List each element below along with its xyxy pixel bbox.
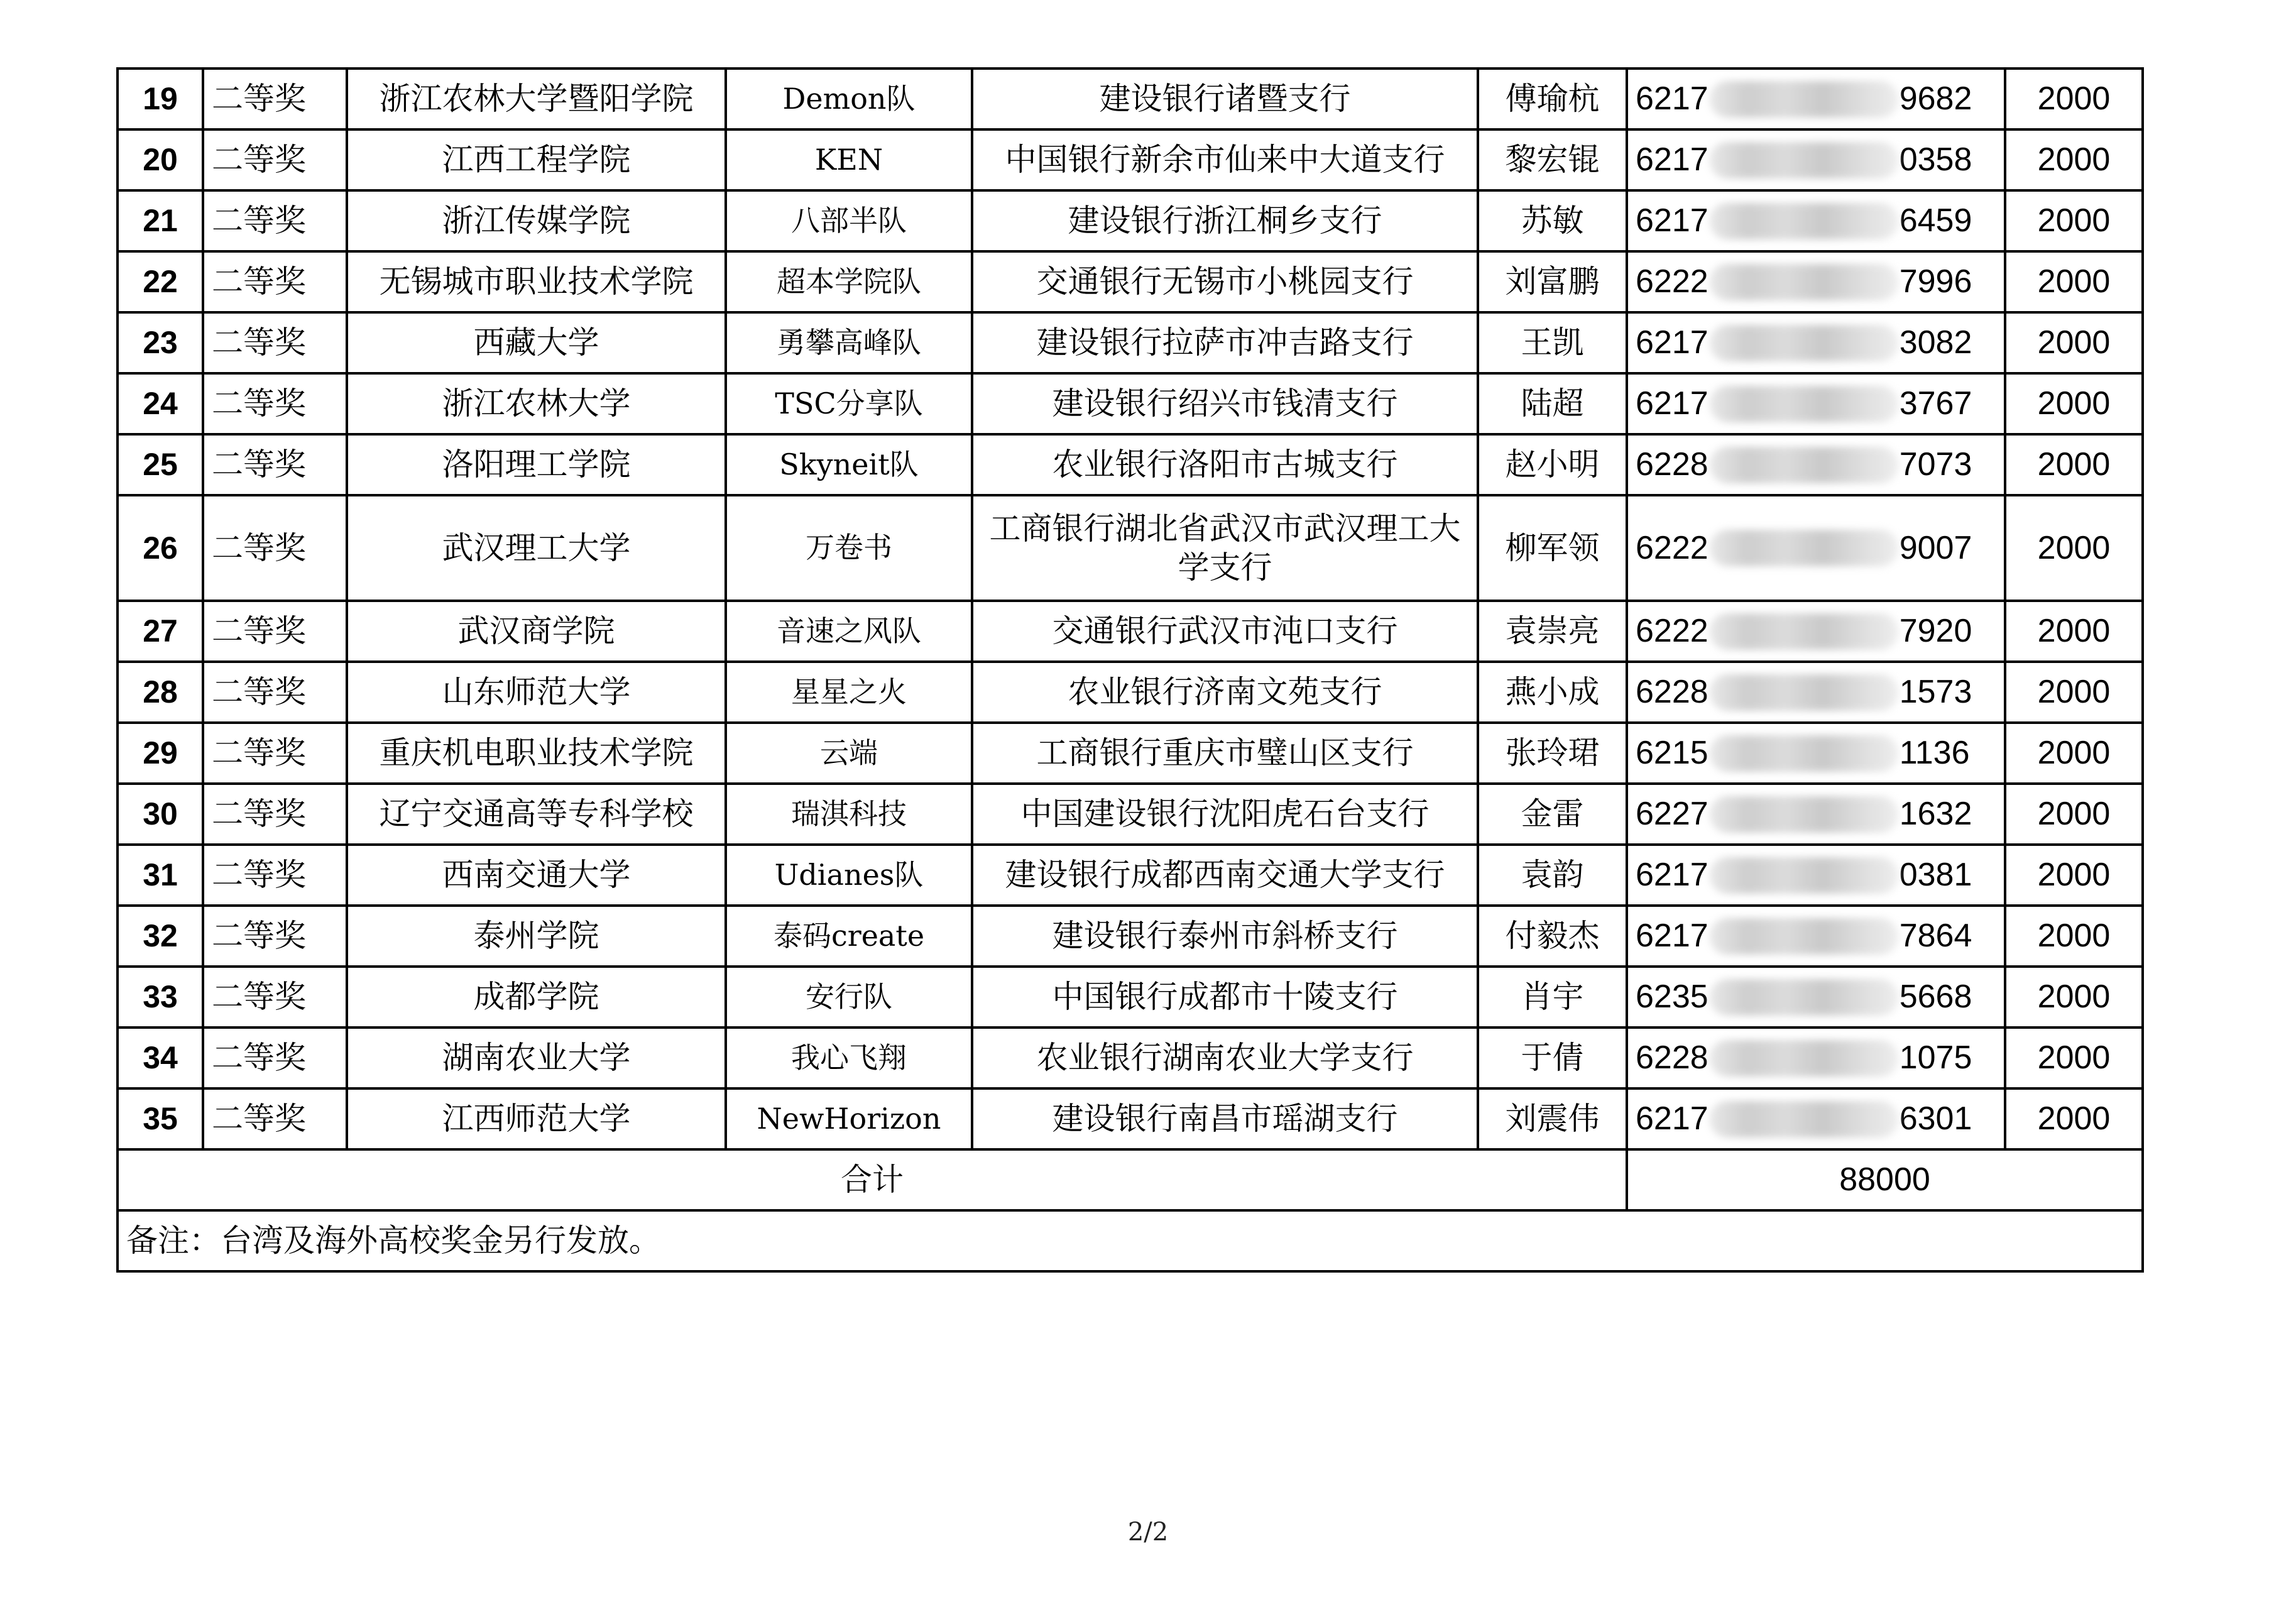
prize-cell: 二等奖 — [203, 1088, 347, 1149]
prize-cell: 二等奖 — [203, 601, 347, 662]
account-number — [1636, 322, 1999, 363]
account-suffix: 1573 — [1899, 674, 1972, 710]
prize-cell: 二等奖 — [203, 845, 347, 906]
prize-cell: 二等奖 — [203, 662, 347, 723]
amount-cell: 2000 — [2005, 784, 2143, 845]
account-cell — [1627, 967, 2005, 1027]
redacted-digits — [1710, 979, 1898, 1016]
account-prefix: 6217 — [1636, 324, 1708, 361]
school-cell: 武汉理工大学 — [347, 495, 726, 601]
redacted-digits — [1710, 142, 1898, 178]
account-number — [1636, 855, 1999, 896]
row-number-cell: 29 — [118, 723, 203, 784]
school-cell: 泰州学院 — [347, 906, 726, 967]
recipient-name-cell: 袁韵 — [1478, 845, 1627, 906]
row-number-cell: 26 — [118, 495, 203, 601]
bank-cell: 中国建设银行沈阳虎石台支行 — [972, 784, 1478, 845]
account-cell — [1627, 373, 2005, 434]
table-row — [118, 967, 2143, 1027]
prize-cell: 二等奖 — [203, 251, 347, 312]
bank-cell: 工商银行湖北省武汉市武汉理工大学支行 — [972, 495, 1478, 601]
bank-cell: 交通银行武汉市沌口支行 — [972, 601, 1478, 662]
team-cell: 八部半队 — [726, 190, 972, 251]
school-cell: 西南交通大学 — [347, 845, 726, 906]
total-label: 合计 — [118, 1149, 1627, 1210]
team-cell: 泰码create — [726, 906, 972, 967]
recipient-name-cell: 王凯 — [1478, 312, 1627, 373]
redacted-digits — [1710, 264, 1898, 300]
prize-cell: 二等奖 — [203, 312, 347, 373]
account-prefix: 6217 — [1636, 141, 1708, 178]
amount-cell: 2000 — [2005, 68, 2143, 129]
bank-cell: 交通银行无锡市小桃园支行 — [972, 251, 1478, 312]
account-suffix: 1075 — [1899, 1039, 1972, 1076]
amount-cell: 2000 — [2005, 723, 2143, 784]
team-cell: 星星之火 — [726, 662, 972, 723]
table-row — [118, 495, 2143, 601]
recipient-name-cell: 袁崇亮 — [1478, 601, 1627, 662]
school-cell: 重庆机电职业技术学院 — [347, 723, 726, 784]
redacted-digits — [1710, 1040, 1898, 1077]
redacted-digits — [1710, 796, 1898, 833]
account-cell — [1627, 495, 2005, 601]
prize-cell: 二等奖 — [203, 784, 347, 845]
account-suffix: 1632 — [1899, 796, 1972, 832]
recipient-name-cell: 肖宇 — [1478, 967, 1627, 1027]
amount-cell: 2000 — [2005, 662, 2143, 723]
team-cell: TSC分享队 — [726, 373, 972, 434]
bank-cell: 建设银行诸暨支行 — [972, 68, 1478, 129]
account-prefix: 6217 — [1636, 385, 1708, 422]
table-row — [118, 434, 2143, 495]
prize-cell: 二等奖 — [203, 68, 347, 129]
account-cell — [1627, 312, 2005, 373]
bank-cell: 中国银行成都市十陵支行 — [972, 967, 1478, 1027]
school-cell: 浙江农林大学 — [347, 373, 726, 434]
account-cell — [1627, 1027, 2005, 1088]
recipient-name-cell: 张玲珺 — [1478, 723, 1627, 784]
account-number — [1636, 140, 1999, 180]
row-number-cell: 32 — [118, 906, 203, 967]
account-number — [1636, 794, 1999, 835]
prize-cell: 二等奖 — [203, 906, 347, 967]
prize-cell: 二等奖 — [203, 434, 347, 495]
amount-cell: 2000 — [2005, 434, 2143, 495]
recipient-name-cell: 刘震伟 — [1478, 1088, 1627, 1149]
recipient-name-cell: 付毅杰 — [1478, 906, 1627, 967]
account-number — [1636, 200, 1999, 241]
recipient-name-cell: 燕小成 — [1478, 662, 1627, 723]
account-suffix: 5668 — [1899, 978, 1972, 1015]
team-cell: 音速之风队 — [726, 601, 972, 662]
school-cell: 江西工程学院 — [347, 129, 726, 190]
team-cell: 云端 — [726, 723, 972, 784]
account-cell — [1627, 784, 2005, 845]
recipient-name-cell: 金雷 — [1478, 784, 1627, 845]
account-cell — [1627, 601, 2005, 662]
account-suffix: 6459 — [1899, 202, 1972, 239]
account-prefix: 6222 — [1636, 263, 1708, 300]
table-row — [118, 1027, 2143, 1088]
account-cell — [1627, 434, 2005, 495]
prize-cell: 二等奖 — [203, 1027, 347, 1088]
amount-cell: 2000 — [2005, 601, 2143, 662]
amount-cell: 2000 — [2005, 312, 2143, 373]
row-number-cell: 28 — [118, 662, 203, 723]
team-cell: KEN — [726, 129, 972, 190]
account-suffix: 7864 — [1899, 918, 1972, 954]
team-cell: Demon队 — [726, 68, 972, 129]
prize-cell: 二等奖 — [203, 495, 347, 601]
table-row — [118, 601, 2143, 662]
redacted-digits — [1710, 735, 1898, 772]
account-number — [1636, 1099, 1999, 1139]
note-row — [118, 1210, 2143, 1271]
account-suffix: 1136 — [1899, 735, 1970, 771]
amount-cell: 2000 — [2005, 190, 2143, 251]
redacted-digits — [1710, 530, 1898, 566]
account-prefix: 6222 — [1636, 529, 1708, 566]
account-cell — [1627, 723, 2005, 784]
redacted-digits — [1710, 674, 1898, 711]
row-number-cell: 33 — [118, 967, 203, 1027]
row-number-cell: 31 — [118, 845, 203, 906]
table-row — [118, 1088, 2143, 1149]
table-row — [118, 845, 2143, 906]
bank-cell: 建设银行拉萨市冲吉路支行 — [972, 312, 1478, 373]
school-cell: 山东师范大学 — [347, 662, 726, 723]
school-cell: 辽宁交通高等专科学校 — [347, 784, 726, 845]
row-number-cell: 35 — [118, 1088, 203, 1149]
account-prefix: 6217 — [1636, 918, 1708, 954]
account-prefix: 6217 — [1636, 80, 1708, 117]
page-number: 2/2 — [1127, 1518, 1169, 1547]
bank-cell: 建设银行南昌市瑶湖支行 — [972, 1088, 1478, 1149]
account-number — [1636, 1038, 1999, 1078]
school-cell: 西藏大学 — [347, 312, 726, 373]
row-number-cell: 22 — [118, 251, 203, 312]
account-number — [1636, 79, 1999, 119]
account-number — [1636, 444, 1999, 485]
bank-cell: 中国银行新余市仙来中大道支行 — [972, 129, 1478, 190]
account-suffix: 6301 — [1899, 1100, 1972, 1137]
table-row — [118, 373, 2143, 434]
school-cell: 武汉商学院 — [347, 601, 726, 662]
row-number-cell: 30 — [118, 784, 203, 845]
account-cell — [1627, 845, 2005, 906]
account-number — [1636, 916, 1999, 956]
account-prefix: 6222 — [1636, 613, 1708, 649]
redacted-digits — [1710, 613, 1898, 650]
account-prefix: 6228 — [1636, 674, 1708, 710]
account-number — [1636, 977, 1999, 1017]
school-cell: 无锡城市职业技术学院 — [347, 251, 726, 312]
team-cell: Udianes队 — [726, 845, 972, 906]
table-row — [118, 662, 2143, 723]
recipient-name-cell: 陆超 — [1478, 373, 1627, 434]
bank-cell: 农业银行洛阳市古城支行 — [972, 434, 1478, 495]
bank-cell: 农业银行济南文苑支行 — [972, 662, 1478, 723]
prize-cell: 二等奖 — [203, 373, 347, 434]
redacted-digits — [1710, 918, 1898, 955]
row-number-cell: 20 — [118, 129, 203, 190]
bank-cell: 建设银行浙江桐乡支行 — [972, 190, 1478, 251]
account-cell — [1627, 190, 2005, 251]
redacted-digits — [1710, 857, 1898, 894]
recipient-name-cell: 苏敏 — [1478, 190, 1627, 251]
team-cell: 我心飞翔 — [726, 1027, 972, 1088]
bank-cell: 建设银行绍兴市钱清支行 — [972, 373, 1478, 434]
account-number — [1636, 528, 1999, 569]
account-suffix: 9682 — [1899, 80, 1972, 117]
account-prefix: 6228 — [1636, 446, 1708, 483]
team-cell: 安行队 — [726, 967, 972, 1027]
table-row — [118, 906, 2143, 967]
prize-cell: 二等奖 — [203, 723, 347, 784]
table-body — [118, 68, 2143, 1271]
award-table — [116, 67, 2144, 1273]
account-suffix: 0358 — [1899, 141, 1972, 178]
account-prefix: 6227 — [1636, 796, 1708, 832]
amount-cell: 2000 — [2005, 1088, 2143, 1149]
row-number-cell: 27 — [118, 601, 203, 662]
account-suffix: 0381 — [1899, 857, 1972, 893]
team-cell: Skyneit队 — [726, 434, 972, 495]
amount-cell: 2000 — [2005, 251, 2143, 312]
team-cell: 超本学院队 — [726, 251, 972, 312]
account-number — [1636, 672, 1999, 713]
table-row — [118, 312, 2143, 373]
school-cell: 湖南农业大学 — [347, 1027, 726, 1088]
row-number-cell: 25 — [118, 434, 203, 495]
table-row — [118, 251, 2143, 312]
account-cell — [1627, 129, 2005, 190]
account-cell — [1627, 1088, 2005, 1149]
team-cell: 万卷书 — [726, 495, 972, 601]
prize-cell: 二等奖 — [203, 967, 347, 1027]
redacted-digits — [1710, 325, 1898, 361]
table-row — [118, 129, 2143, 190]
account-prefix: 6235 — [1636, 978, 1708, 1015]
table-row — [118, 190, 2143, 251]
row-number-cell: 34 — [118, 1027, 203, 1088]
table-row — [118, 723, 2143, 784]
account-number — [1636, 261, 1999, 302]
account-prefix: 6217 — [1636, 1100, 1708, 1137]
prize-cell: 二等奖 — [203, 190, 347, 251]
amount-cell: 2000 — [2005, 906, 2143, 967]
account-cell — [1627, 662, 2005, 723]
recipient-name-cell: 傅瑜杭 — [1478, 68, 1627, 129]
redacted-digits — [1710, 1101, 1898, 1137]
row-number-cell: 19 — [118, 68, 203, 129]
account-number — [1636, 383, 1999, 424]
total-row — [118, 1149, 2143, 1210]
team-cell: 勇攀高峰队 — [726, 312, 972, 373]
prize-cell: 二等奖 — [203, 129, 347, 190]
bank-cell: 工商银行重庆市璧山区支行 — [972, 723, 1478, 784]
amount-cell: 2000 — [2005, 129, 2143, 190]
account-cell — [1627, 68, 2005, 129]
row-number-cell: 23 — [118, 312, 203, 373]
account-cell — [1627, 251, 2005, 312]
recipient-name-cell: 赵小明 — [1478, 434, 1627, 495]
school-cell: 洛阳理工学院 — [347, 434, 726, 495]
amount-cell: 2000 — [2005, 373, 2143, 434]
table-row — [118, 68, 2143, 129]
account-suffix: 7920 — [1899, 613, 1972, 649]
recipient-name-cell: 刘富鹏 — [1478, 251, 1627, 312]
school-cell: 江西师范大学 — [347, 1088, 726, 1149]
account-suffix: 7996 — [1899, 263, 1972, 300]
school-cell: 成都学院 — [347, 967, 726, 1027]
school-cell: 浙江传媒学院 — [347, 190, 726, 251]
bank-cell: 建设银行泰州市斜桥支行 — [972, 906, 1478, 967]
recipient-name-cell: 黎宏锟 — [1478, 129, 1627, 190]
redacted-digits — [1710, 447, 1898, 483]
row-number-cell: 24 — [118, 373, 203, 434]
account-suffix: 9007 — [1899, 529, 1972, 566]
remarks-note: 备注：台湾及海外高校奖金另行发放。 — [118, 1210, 2143, 1271]
account-number — [1636, 733, 1999, 774]
row-number-cell: 21 — [118, 190, 203, 251]
account-prefix: 6228 — [1636, 1039, 1708, 1076]
account-suffix: 3767 — [1899, 385, 1972, 422]
account-suffix: 3082 — [1899, 324, 1972, 361]
amount-cell: 2000 — [2005, 1027, 2143, 1088]
account-prefix: 6215 — [1636, 735, 1708, 771]
amount-cell: 2000 — [2005, 845, 2143, 906]
redacted-digits — [1710, 386, 1898, 422]
account-suffix: 7073 — [1899, 446, 1972, 483]
team-cell: 瑞淇科技 — [726, 784, 972, 845]
recipient-name-cell: 柳军领 — [1478, 495, 1627, 601]
redacted-digits — [1710, 203, 1898, 239]
bank-cell: 建设银行成都西南交通大学支行 — [972, 845, 1478, 906]
account-cell — [1627, 906, 2005, 967]
recipient-name-cell: 于倩 — [1478, 1027, 1627, 1088]
amount-cell: 2000 — [2005, 967, 2143, 1027]
team-cell: NewHorizon — [726, 1088, 972, 1149]
account-prefix: 6217 — [1636, 202, 1708, 239]
redacted-digits — [1710, 81, 1898, 118]
school-cell: 浙江农林大学暨阳学院 — [347, 68, 726, 129]
total-value: 88000 — [1627, 1149, 2143, 1210]
account-number — [1636, 611, 1999, 652]
amount-cell: 2000 — [2005, 495, 2143, 601]
table-row — [118, 784, 2143, 845]
bank-cell: 农业银行湖南农业大学支行 — [972, 1027, 1478, 1088]
account-prefix: 6217 — [1636, 857, 1708, 893]
